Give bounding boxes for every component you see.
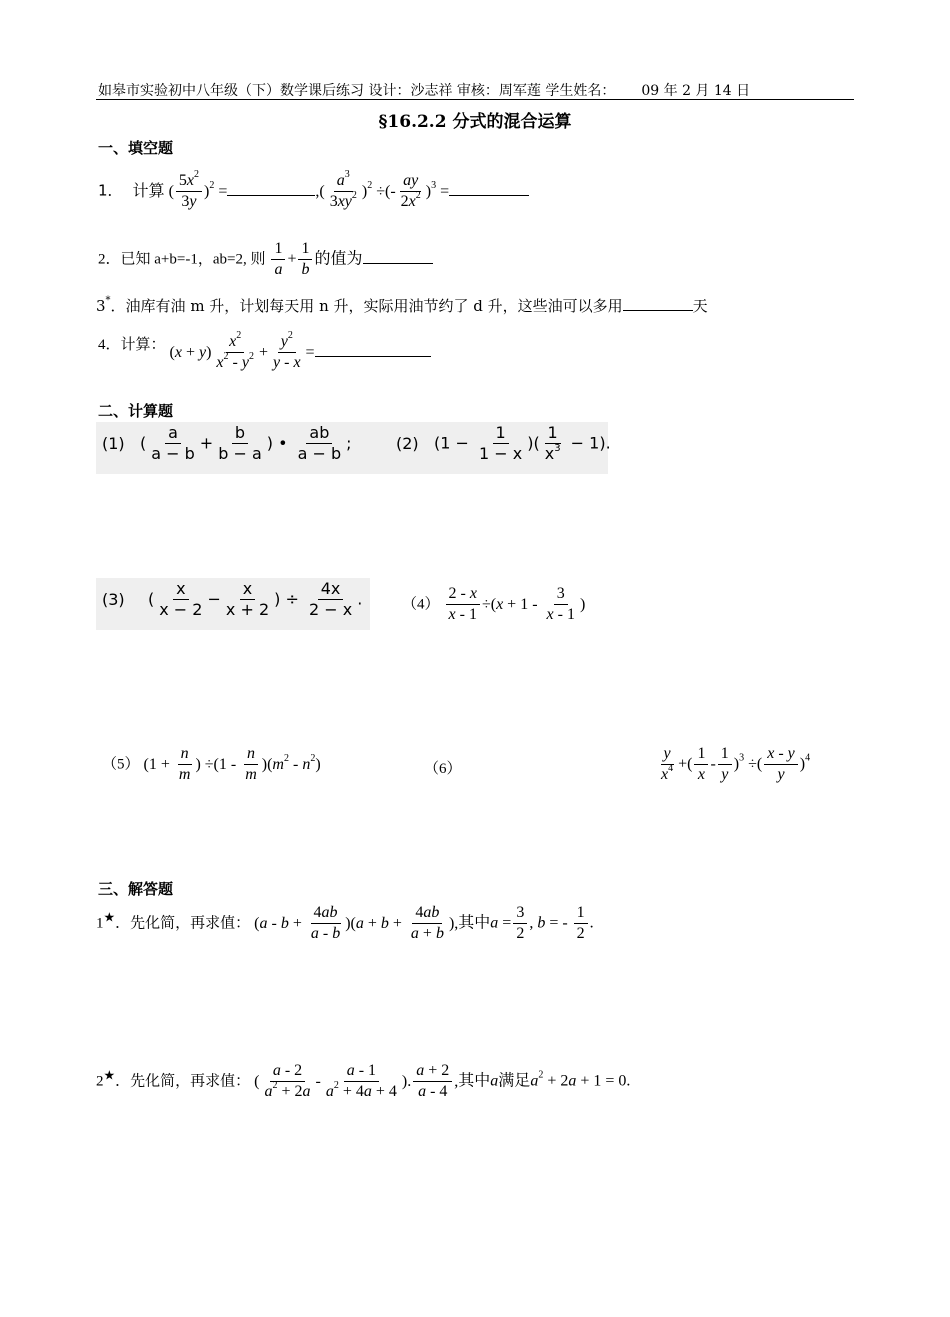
calc-problem-4 <box>402 585 585 625</box>
fill-question-4 <box>98 330 431 373</box>
solve-question-1: 1★．先化简，再求值： (a - b + $\frac{4ab}{a - b}$ )(a + b + $\frac{4ab}{a + b}$ ),其中a = $\frac{3}{2}$ , b = - $\frac{1}{2}$ . <box>96 904 594 943</box>
calc-label-1: (1) <box>102 434 125 453</box>
header-text: 如皋市实验初中八年级（下）数学课后练习 设计：沙志祥 审核：周军莲 学生姓名： <box>98 83 616 99</box>
page-header <box>98 80 750 100</box>
solve-q1-label: 1 <box>96 915 104 932</box>
calc-label-6: （6） <box>424 761 462 777</box>
q1-text: 计算 <box>132 182 165 200</box>
solve-q2-where: 其中 <box>458 1072 491 1090</box>
calc-label-4: （4） <box>402 596 440 613</box>
q3-label: 3 <box>96 297 106 315</box>
solve-q1-where: 其中 <box>458 914 491 932</box>
q1-expression: ( $\frac{5x^2}{3y}$ )$^2$ = ,( $\frac{a^3}{3xy^2}$ )$^2$ ÷(- $\frac{ay}{2x^2}$ )$^3$ = <box>169 183 530 200</box>
section-fill-heading: 一、填空题 <box>98 139 174 157</box>
solve-question-2: 2★．先化简，再求值： ( $\frac{a - 2}{a^2 + 2a}$ - $\frac{a - 1}{a^2 + 4a + 4}$ ). $\frac{a + 2}{a - 4}$ ,其中a满足$a^2 + 2a + 1 = 0$. <box>96 1062 631 1101</box>
q4-expression: (x + y) $\frac{x^2}{x^2 - y^2}$ + $\frac{y^2}{y - x}$ = <box>170 344 431 361</box>
page-title: §16.2.2 分式的混合运算 <box>378 112 572 132</box>
calc-label-2: (2) <box>396 434 419 453</box>
solve-q2-label: 2 <box>96 1073 104 1090</box>
solve-q2-text: ．先化简，再求值： <box>115 1073 251 1090</box>
fill-question-2: 2．已知 a+b=-1，ab=2, 则 $\frac{1}{a}$ + $\frac{1}{b}$ 的值为 <box>98 240 433 280</box>
header-date: 09 年 2 月 14 日 <box>641 83 751 99</box>
header-rule <box>96 99 854 100</box>
solve-q2-expression: ( $\frac{a - 2}{a^2 + 2a}$ - $\frac{a - 1}{a^2 + 4a + 4}$ ). $\frac{a + 2}{a - 4}$ , <box>254 1062 459 1101</box>
solve-q2-cond: 满足 <box>498 1072 531 1090</box>
calc-problem-5 <box>102 745 321 785</box>
q2-label: 2．已知 a+b=-1，ab=2, 则 <box>98 251 266 268</box>
calc-expression-1: ( $\frac{a}{a - b}$ + $\frac{b}{b - a}$ ) • $\frac{ab}{a - b}$ ; <box>140 423 352 464</box>
calc-expression-2: (1 − $\frac{1}{1 - x}$ )( $\frac{1}{x^3}$ − 1). <box>434 423 611 464</box>
q3-tail: 天 <box>692 297 708 315</box>
calc-expression-5: (1 + $\frac{n}{m}$ ) ÷(1 - $\frac{n}{m}$ )$(m^2 - n^2)$ <box>143 745 321 784</box>
calc-label-5: （5） <box>102 756 140 773</box>
calc-problem-6-label <box>424 757 462 778</box>
solve-q1-expression: (a - b + $\frac{4ab}{a - b}$ )(a + b + $\frac{4ab}{a + b}$ ), <box>254 904 459 943</box>
q4-label: 4．计算： <box>98 337 166 353</box>
calc-label-3: (3) <box>102 590 125 609</box>
section-solve-heading: 三、解答题 <box>98 880 174 898</box>
q2-tail: 的值为 <box>314 250 363 268</box>
q1-label: 1． <box>98 181 123 200</box>
calc-expression-4: $\frac{2 - x}{x - 1}$ ÷(x + 1 - $\frac{3}{x - 1}$ ) <box>444 596 586 613</box>
calc-expression-6: $\frac{y}{x^4}$ +( $\frac{1}{x}$ - $\frac{1}{y}$ )$^3$ ÷( $\frac{x - y}{y}$ )$^4$ <box>661 745 811 784</box>
section-calc-heading: 二、计算题 <box>98 402 174 420</box>
star-icon: ★ <box>103 909 116 925</box>
calc-problem-3 <box>96 578 370 630</box>
fill-question-1 <box>98 169 529 212</box>
q3-text: ．油库有油 m 升，计划每天用 n 升，实际用油节约了 d 升，这些油可以多用 <box>110 297 623 315</box>
calc-expression-3: ( $\frac{x}{x - 2}$ − $\frac{x}{x + 2}$ ) ÷ $\frac{4x}{2 - x}$ . <box>148 579 363 620</box>
fill-question-3: 3*．油库有油 m 升，计划每天用 n 升，实际用油节约了 d 升，这些油可以多用 天 <box>96 295 708 315</box>
star-icon: ★ <box>103 1067 116 1083</box>
calc-problem-1-2 <box>96 422 611 474</box>
solve-q1-text: ．先化简，再求值： <box>115 915 251 932</box>
